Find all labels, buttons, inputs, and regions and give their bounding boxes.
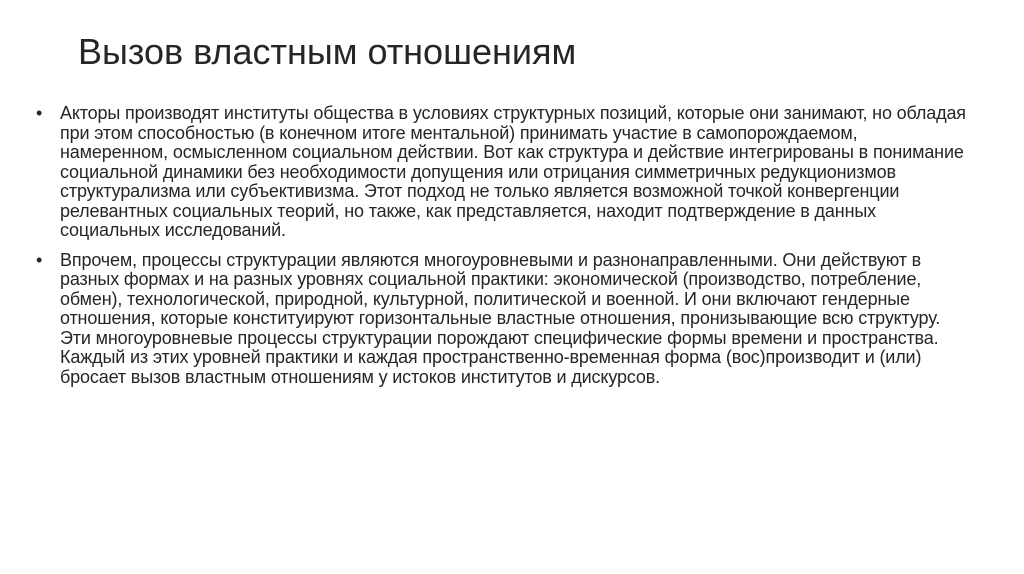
bullet-list (36, 104, 966, 397)
bullet-text-1: Акторы производят институты общества в условиях структурных позиций, которые они занимают, но обладая при этом способностью (в конечном итоге ментальной) принимать участие в самопорождаемом, намеренном, осмысленном социальном действии. Вот как структура и действие интегрированы в понимание социальной динамики без необходимости допущения или отрицания симметричных редукционизмов структурализма или субъективизма. Этот подход не только является возможной точкой конвергенции релевантных социальных теорий, но также, как представляется, находит подтверждение в данных социальных исследований. (60, 103, 966, 240)
bullet-text-2: Впрочем, процессы структурации являются многоуровневыми и разнонаправленными. Они действуют в разных формах и на разных уровнях социальной практики: экономической (производство, потребление, обмен), технологической, природной, культурной, политической и военной. И они включают гендерные отношения, которые конституируют горизонтальные властные отношения, пронизывающие всю структуру. Эти многоуровневые процессы структурации порождают специфические формы времени и пространства. Каждый из этих уровней практики и каждая пространственно-временная форма (вос)производит и (или) бросает вызов властным отношениям у истоков институтов и дискурсов. (60, 249, 941, 387)
bullet-icon: • (36, 103, 43, 123)
bullet-icon: • (36, 249, 43, 270)
slide-title: Вызов властным отношениям (78, 31, 577, 72)
bullet-item-2 (36, 251, 966, 388)
bullet-item-1 (36, 104, 966, 241)
